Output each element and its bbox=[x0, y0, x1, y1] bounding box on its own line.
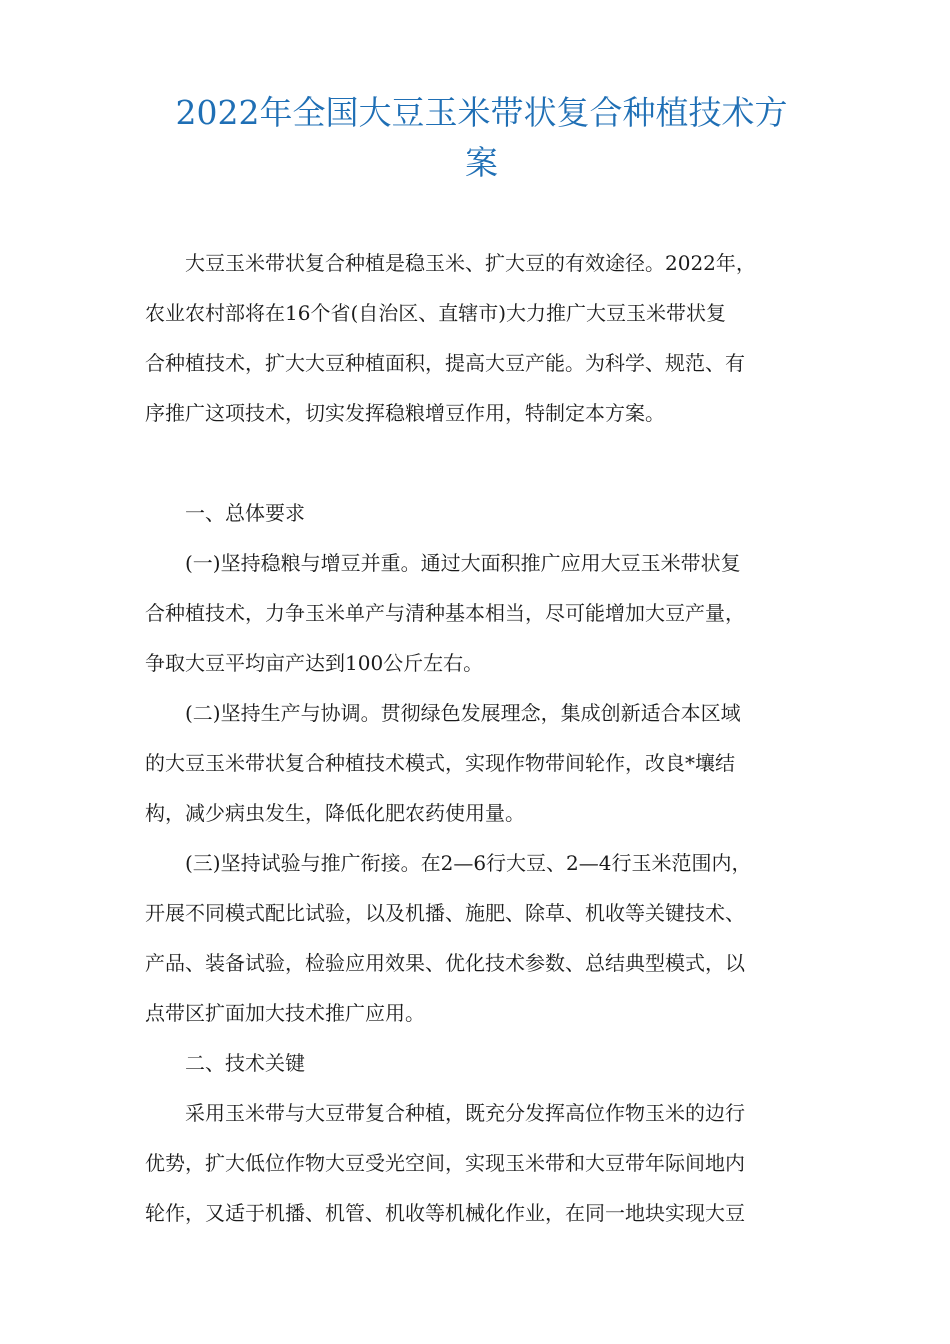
item-paragraph-3 bbox=[145, 838, 818, 1038]
document-title bbox=[145, 88, 818, 188]
text-line: 合种植技术，扩大大豆种植面积，提高大豆产能。为科学、规范、有 bbox=[145, 351, 745, 375]
item-paragraph-2 bbox=[145, 688, 818, 838]
text-line: 构，减少病虫发生，降低化肥农药使用量。 bbox=[145, 801, 525, 825]
text-line: 产品、装备试验，检验应用效果、优化技术参数、总结典型模式，以 bbox=[145, 951, 745, 975]
text-line: 合种植技术，力争玉米单产与清种基本相当，尽可能增加大豆产量， bbox=[145, 601, 745, 625]
text-line: (三)坚持试验与推广衔接。在2—6行大豆、2—4行玉米范围内， bbox=[185, 851, 752, 875]
title-spacer bbox=[145, 188, 818, 238]
item-paragraph-1 bbox=[145, 538, 818, 688]
text-line: (二)坚持生产与协调。贯彻绿色发展理念，集成创新适合本区域 bbox=[185, 701, 741, 725]
text-line: 农业农村部将在16个省(自治区、直辖市)大力推广大豆玉米带状复 bbox=[145, 301, 727, 325]
text-line: 优势，扩大低位作物大豆受光空间，实现玉米带和大豆带年际间地内 bbox=[145, 1151, 745, 1175]
text-line: 点带区扩面加大技术推广应用。 bbox=[145, 1001, 425, 1025]
text-line: 采用玉米带与大豆带复合种植，既充分发挥高位作物玉米的边行 bbox=[185, 1101, 745, 1125]
section-spacer bbox=[145, 438, 818, 488]
title-line-2: 案 bbox=[465, 143, 498, 182]
tech-paragraph bbox=[145, 1088, 818, 1238]
text-line: 的大豆玉米带状复合种植技术模式，实现作物带间轮作，改良*壤结 bbox=[145, 751, 735, 775]
section-heading-tech: 二、技术关键 bbox=[185, 1051, 305, 1075]
text-line: 争取大豆平均亩产达到100公斤左右。 bbox=[145, 651, 484, 675]
title-line-1: 2022年全国大豆玉米带状复合种植技术方 bbox=[175, 93, 788, 132]
text-line: (一)坚持稳粮与增豆并重。通过大面积推广应用大豆玉米带状复 bbox=[185, 551, 741, 575]
section-heading-general: 一、总体要求 bbox=[185, 501, 305, 525]
text-line: 轮作，又适于机播、机管、机收等机械化作业，在同一地块实现大豆 bbox=[145, 1201, 745, 1225]
text-line: 开展不同模式配比试验，以及机播、施肥、除草、机收等关键技术、 bbox=[145, 901, 745, 925]
text-line: 序推广这项技术，切实发挥稳粮增豆作用，特制定本方案。 bbox=[145, 401, 665, 425]
intro-paragraph bbox=[145, 238, 818, 438]
text-line: 大豆玉米带状复合种植是稳玉米、扩大豆的有效途径。2022年， bbox=[185, 251, 756, 275]
